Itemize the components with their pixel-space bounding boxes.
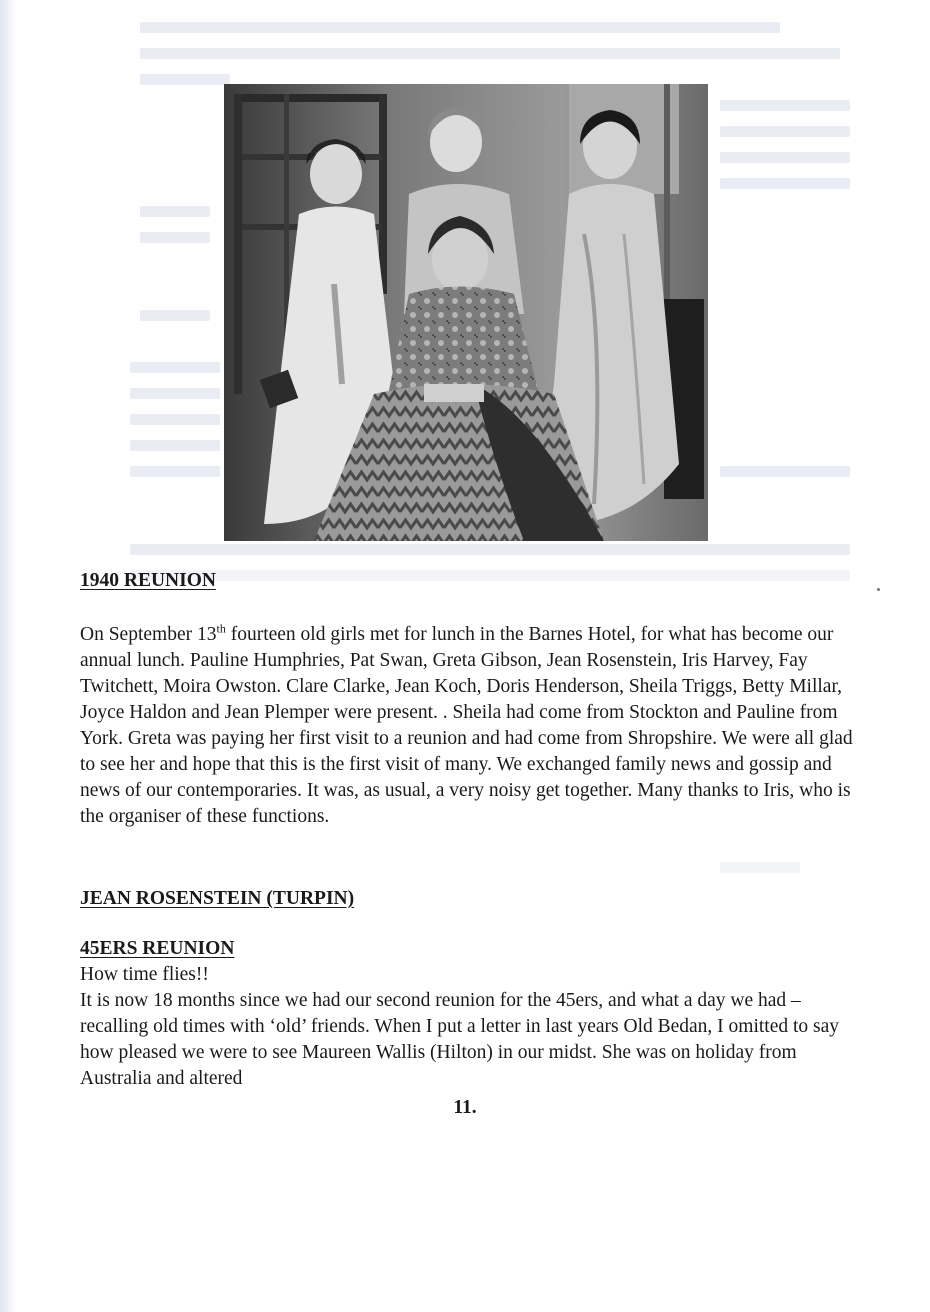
- paragraph-text-start: On September 13: [80, 624, 217, 645]
- photo-icon: [224, 84, 708, 541]
- paragraph-45ers-intro: How time flies!!: [80, 964, 209, 985]
- paragraph-1940-reunion: [80, 622, 870, 830]
- heading-45ers-reunion: 45ERS REUNION: [80, 938, 235, 959]
- heading-1940-reunion: 1940 REUNION: [80, 570, 216, 591]
- page-number: 11.: [453, 1097, 477, 1118]
- group-photo: [224, 84, 708, 541]
- signature-jean-rosenstein: JEAN ROSENSTEIN (TURPIN): [80, 888, 355, 909]
- date-superscript: th: [216, 621, 226, 636]
- paragraph-text-rest: fourteen old girls met for lunch in the Barnes Hotel, for what has become our annual lunch. Pauline Humphries, Pat Swan, Greta Gibson, Jean Rosenstein, Iris Harvey, Fay Twitchett, Moira Owston. Clare Clarke, Jean Koch, Doris Henderson, Sheila Triggs, Betty Millar, Joyce Haldon and Jean Plemper were present. . Sheila had come from Stockton and Pauline from York. Greta was paying her first visit to a reunion and had come from Shropshire. We were all glad to see her and hope that this is the first visit of many. We exchanged family news and gossip and news of our contemporaries. It was, as usual, a very noisy get together. Many thanks to Iris, who is the organiser of these functions.: [80, 624, 853, 827]
- paragraph-45ers-body: It is now 18 months since we had our second reunion for the 45ers, and what a day we had – recalling old times with ‘old’ friends. When I put a letter in last years Old Bedan, I omitted to say how pleased we were to see Maureen Wallis (Hilton) in our midst. She was on holiday from Australia and altered: [80, 990, 840, 1089]
